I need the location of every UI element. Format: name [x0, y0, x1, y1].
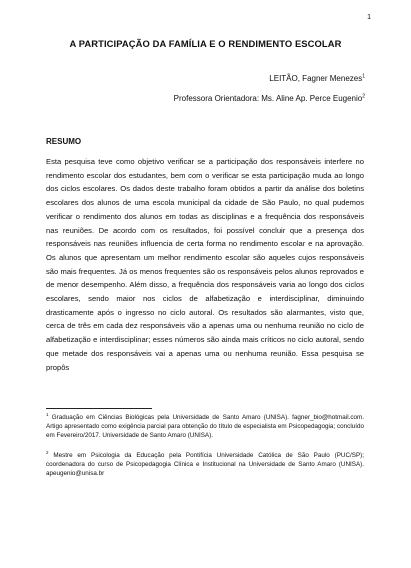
- abstract-heading: RESUMO: [46, 137, 82, 146]
- author-footnote-marker: 1: [362, 73, 365, 80]
- footnote-1-text: Graduação em Ciências Biológicas pela Universidade de Santo Amaro (UNISA). fagner_bio@hotmail.com. Artigo apresentado como exigência parcial para obtenção do título de especialista em Psicopedagogia; concluído em Fevereiro/2017. Universidade de Santo Amaro (UNISA).: [46, 414, 364, 439]
- advisor-footnote-marker: 2: [362, 93, 365, 100]
- page-number: 1: [367, 14, 371, 21]
- author-line: [269, 74, 365, 83]
- footnote-2-marker: 2: [46, 450, 49, 456]
- advisor-line: [174, 94, 365, 103]
- footnote-separator: [46, 408, 152, 409]
- author-name: LEITÃO, Fagner Menezes: [269, 74, 363, 83]
- footnotes: [46, 408, 364, 479]
- advisor-text: Professora Orientadora: Ms. Aline Ap. Perce Eugenio: [173, 94, 363, 103]
- abstract-body: Esta pesquisa teve como objetivo verificar se a participação dos responsáveis interfere no rendimento escolar dos estudantes, bem com o verificar se esta participação muda ao longo dos ciclos escolares. Os dados deste trabalho foram obtidos a partir da análise dos boletins escolares dos alunos de uma escola municipal da cidade de São Paulo, no qual pudemos verificar o rendimento dos alunos em todas as disciplinas e a frequência dos responsáveis nas reuniões. De acordo com os resultados, foi possível concluir que a presença dos responsáveis nas reuniões influencia de certa forma no rendimento escolar e na aprovação. Os alunos que apresentam um melhor rendimento escolar são aqueles cujos responsáveis são mais frequentes. Já os menos frequentes são os responsáveis pelos alunos reprovados e de menor desempenho. Além disso, a frequência dos responsáveis varia ao longo dos ciclos escolares, sendo maior nos ciclos de alfabetização e interdisciplinar, diminuindo drasticamente após o ingresso no ciclo autoral. Os resultados são alarmantes, visto que, cerca de três em cada dez responsáveis vão a apenas uma ou nenhuma reunião no ciclo de alfabetização e interdisciplinar; esses números são ainda mais críticos no ciclo autoral, sendo que metade dos responsáveis vai a apenas uma ou nenhuma reunião. Essa pesquisa se propôs: [46, 157, 364, 372]
- footnote-2: [46, 452, 364, 478]
- footnote-1-marker: 1: [46, 411, 49, 417]
- paper-title: A PARTICIPAÇÃO DA FAMÍLIA E O RENDIMENTO ESCOLAR: [69, 38, 342, 49]
- footnote-2-text: Mestre em Psicologia da Educação pela Pontifícia Universidade Católica de São Paulo (PUC/SP); coordenadora do curso de Psicopedagogia Clínica e Institucional na Universidade de Santo Amaro (UNISA). apeugenio@unisa.br: [46, 452, 364, 477]
- footnote-1: [46, 411, 364, 440]
